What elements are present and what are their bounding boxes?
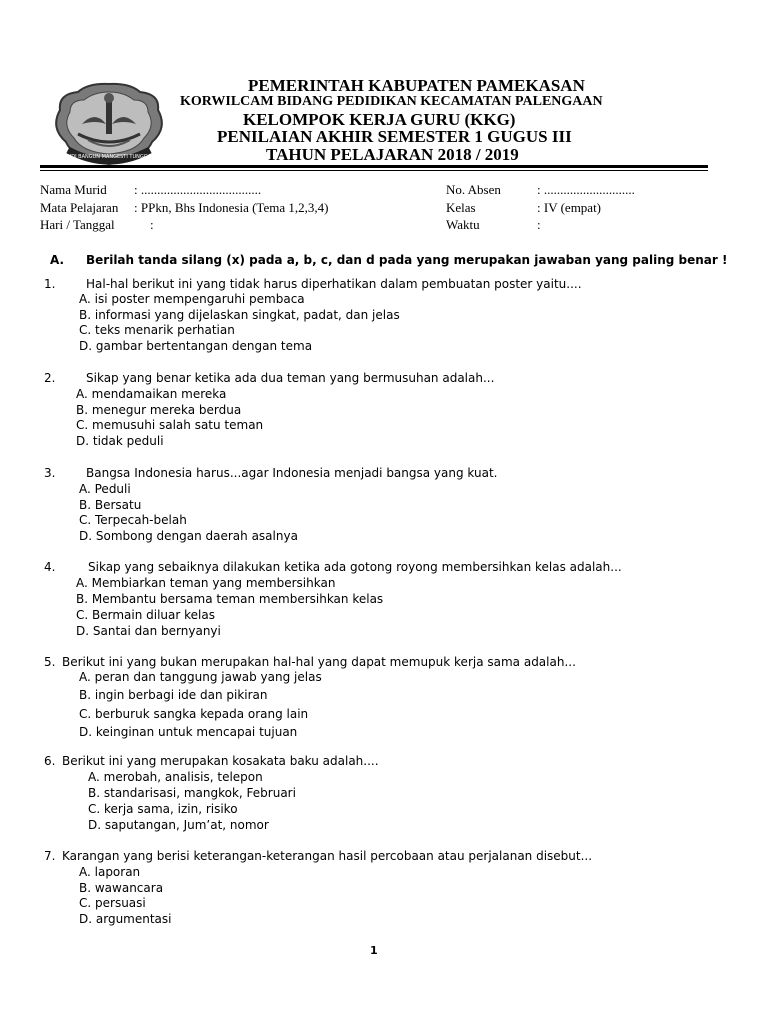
header-exam-title: PENILAIAN AKHIR SEMESTER 1 GUGUS III: [217, 127, 572, 146]
day-date-label: Hari / Tanggal: [40, 217, 115, 232]
answer-option[interactable]: C. kerja sama, izin, risiko: [88, 802, 238, 816]
answer-option[interactable]: B. standarisasi, mangkok, Februari: [88, 786, 296, 800]
question-number: 7.: [44, 849, 56, 863]
answer-option[interactable]: A. Membiarkan teman yang membersihkan: [76, 576, 336, 590]
question-text: Berikut ini yang merupakan kosakata baku adalah....: [62, 754, 379, 768]
answer-option[interactable]: D. tidak peduli: [76, 434, 164, 448]
answer-option[interactable]: B. Membantu bersama teman membersihkan kelas: [76, 592, 384, 606]
emblem-motto: BUDI BANGUN MANGESTI TUNGGAL: [64, 154, 154, 160]
page-number: 1: [370, 944, 378, 957]
answer-option[interactable]: D. keinginan untuk mencapai tujuan: [79, 725, 298, 739]
header-school-year: TAHUN PELAJARAN 2018 / 2019: [266, 145, 519, 164]
answer-option[interactable]: A. mendamaikan mereka: [76, 387, 227, 401]
question-text: Hal-hal berikut ini yang tidak harus diperhatikan dalam pembuatan poster yaitu....: [86, 277, 582, 291]
class-label: Kelas: [446, 200, 476, 215]
answer-option[interactable]: A. merobah, analisis, telepon: [88, 770, 263, 784]
time-field[interactable]: :: [537, 217, 541, 232]
absence-number-field[interactable]: : ............................: [537, 182, 635, 197]
answer-option[interactable]: C. Terpecah-belah: [79, 513, 187, 527]
time-label: Waktu: [446, 217, 480, 232]
question-number: 1.: [44, 277, 56, 291]
question-number: 4.: [44, 560, 56, 574]
question-number: 5.: [44, 655, 56, 669]
day-date-field[interactable]: :: [150, 217, 154, 232]
answer-option[interactable]: D. argumentasi: [79, 912, 172, 926]
answer-option[interactable]: C. memusuhi salah satu teman: [76, 418, 264, 432]
answer-option[interactable]: A. Peduli: [79, 482, 131, 496]
answer-option[interactable]: C. persuasi: [79, 896, 146, 910]
student-name-label: Nama Murid: [40, 182, 107, 197]
regency-emblem-logo: [48, 80, 170, 170]
header-education-office: KORWILCAM BIDANG PEDIDIKAN KECAMATAN PALENGAAN: [180, 94, 603, 109]
class-value: : IV (empat): [537, 200, 602, 215]
answer-option[interactable]: C. Bermain diluar kelas: [76, 608, 215, 622]
answer-option[interactable]: B. Bersatu: [79, 498, 142, 512]
answer-option[interactable]: C. teks menarik perhatian: [79, 323, 235, 337]
answer-option[interactable]: D. saputangan, Jum’at, nomor: [88, 818, 269, 832]
question-text: Sikap yang sebaiknya dilakukan ketika ada gotong royong membersihkan kelas adalah...: [88, 560, 622, 574]
subject-label: Mata Pelajaran: [40, 200, 119, 215]
question-text: Bangsa Indonesia harus...agar Indonesia menjadi bangsa yang kuat.: [86, 466, 498, 480]
question-number: 6.: [44, 754, 56, 768]
section-instruction: Berilah tanda silang (x) pada a, b, c, dan d pada yang merupakan jawaban yang paling benar !: [86, 253, 728, 267]
header-government: PEMERINTAH KABUPATEN PAMEKASAN: [248, 76, 585, 95]
header-kkg: KELOMPOK KERJA GURU (KKG): [243, 110, 516, 129]
header-divider-thick: [40, 165, 708, 168]
answer-option[interactable]: B. informasi yang dijelaskan singkat, padat, dan jelas: [79, 308, 400, 322]
question-number: 2.: [44, 371, 56, 385]
answer-option[interactable]: D. Sombong dengan daerah asalnya: [79, 529, 298, 543]
section-letter: A.: [50, 253, 65, 267]
answer-option[interactable]: B. menegur mereka berdua: [76, 403, 242, 417]
header-divider-thin: [40, 170, 708, 171]
question-text: Sikap yang benar ketika ada dua teman yang bermusuhan adalah...: [86, 371, 495, 385]
answer-option[interactable]: D. gambar bertentangan dengan tema: [79, 339, 313, 353]
question-number: 3.: [44, 466, 56, 480]
answer-option[interactable]: D. Santai dan bernyanyi: [76, 624, 221, 638]
answer-option[interactable]: A. isi poster mempengaruhi pembaca: [79, 292, 305, 306]
question-text: Berikut ini yang bukan merupakan hal-hal yang dapat memupuk kerja sama adalah...: [62, 655, 576, 669]
answer-option[interactable]: B. ingin berbagi ide dan pikiran: [79, 688, 268, 702]
absence-number-label: No. Absen: [446, 182, 501, 197]
subject-value: : PPkn, Bhs Indonesia (Tema 1,2,3,4): [134, 200, 329, 215]
answer-option[interactable]: C. berburuk sangka kepada orang lain: [79, 707, 309, 721]
question-text: Karangan yang berisi keterangan-keterangan hasil percobaan atau perjalanan disebut...: [62, 849, 593, 863]
answer-option[interactable]: B. wawancara: [79, 881, 164, 895]
student-name-field[interactable]: : .....................................: [134, 182, 262, 197]
answer-option[interactable]: A. peran dan tanggung jawab yang jelas: [79, 670, 322, 684]
answer-option[interactable]: A. laporan: [79, 865, 141, 879]
